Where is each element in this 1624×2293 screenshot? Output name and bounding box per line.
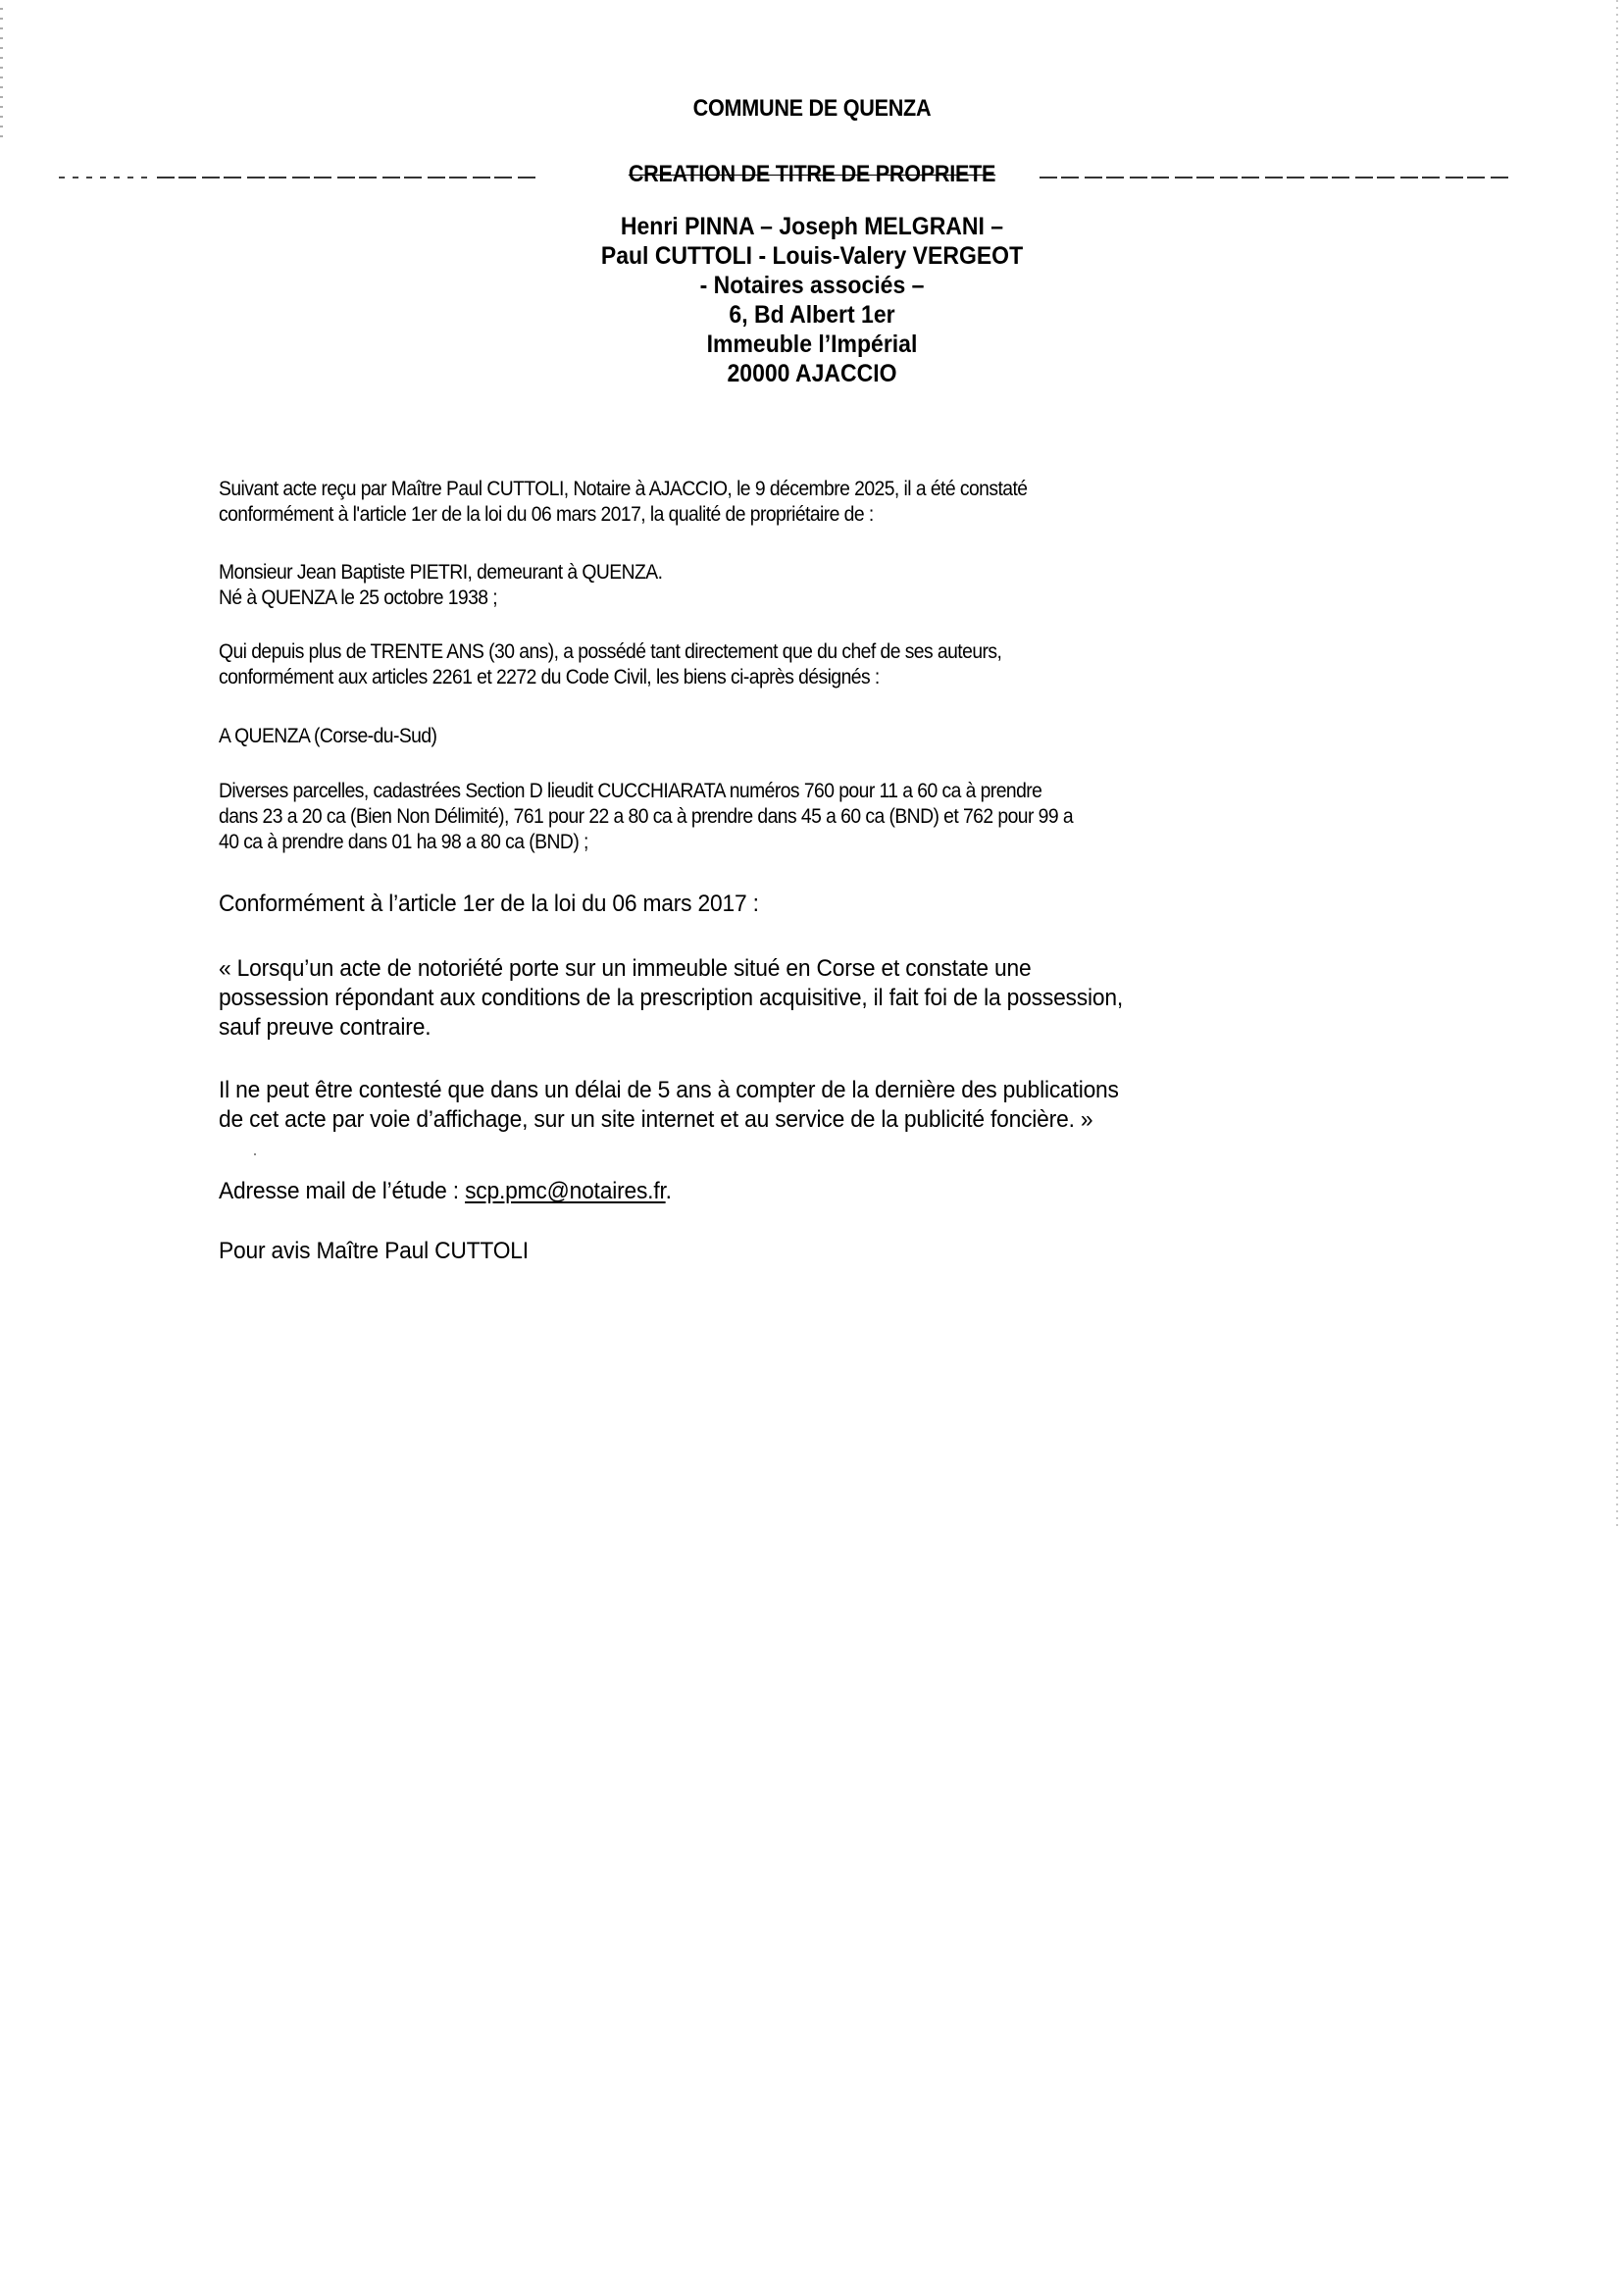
owner-paragraph [219, 560, 1301, 611]
quote-paragraph-1 [219, 954, 1393, 1043]
parcels-line: 40 ca à prendre dans 01 ha 98 a 80 ca (BND) ; [219, 831, 588, 853]
parcels-line: Diverses parcelles, cadastrées Section D lieudit CUCCHIARATA numéros 760 pour 11 a 60 ca à prendre [219, 780, 1042, 802]
intro-line: Suivant acte reçu par Maître Paul CUTTOLI, Notaire à AJACCIO, le 9 décembre 2025, il a été constaté [219, 478, 1028, 500]
firm-partners-line-2: Paul CUTTOLI - Louis-Valery VERGEOT [600, 242, 1024, 270]
firm-partners-line-1: Henri PINNA – Joseph MELGRANI – [620, 213, 1004, 240]
parcels-paragraph [219, 779, 1301, 855]
intro-line: conformément à l'article 1er de la loi du 06 mars 2017, la qualité de propriétaire de : [219, 503, 874, 526]
email-line [219, 1177, 1393, 1206]
email-label: Adresse mail de l’étude : [219, 1178, 466, 1204]
parcels-line: dans 23 a 20 ca (Bien Non Délimité), 761 pour 22 a 80 ca à prendre dans 45 a 60 ca (BND) et 762 pour 99 a [219, 805, 1074, 828]
section-title: CREATION DE TITRE DE PROPRIETE [628, 161, 996, 187]
firm-city: 20000 AJACCIO [727, 360, 897, 387]
owner-birth-line: Né à QUENZA le 25 octobre 1938 ; [219, 586, 498, 609]
owner-name-line: Monsieur Jean Baptiste PIETRI, demeurant à QUENZA. [219, 561, 663, 584]
quote-line: « Lorsqu’un acte de notoriété porte sur un immeuble situé en Corse et constate une [219, 955, 1032, 982]
possession-paragraph [219, 639, 1301, 690]
commune-title: COMMUNE DE QUENZA [692, 95, 932, 122]
email-link[interactable]: scp.pmc@notaires.fr [465, 1178, 666, 1204]
quote-line: de cet acte par voie d’affichage, sur un site internet et au service de la publicité foncière. » [219, 1106, 1093, 1133]
firm-building: Immeuble l’Impérial [706, 331, 918, 358]
location-line: A QUENZA (Corse-du-Sud) [219, 725, 437, 747]
firm-street: 6, Bd Albert 1er [729, 301, 895, 329]
possession-line: conformément aux articles 2261 et 2272 du Code Civil, les biens ci-après désignés : [219, 666, 880, 688]
quote-line: possession répondant aux conditions de la prescription acquisitive, il fait foi de la possession, [219, 985, 1123, 1011]
quote-line: Il ne peut être contesté que dans un délai de 5 ans à compter de la dernière des publications [219, 1077, 1119, 1103]
law-reference: Conformément à l’article 1er de la loi du 06 mars 2017 : [219, 891, 759, 917]
scan-edge-artifact-left [0, 8, 3, 145]
scan-edge-artifact-right [1616, 0, 1618, 1530]
scan-speck [254, 1153, 256, 1155]
notary-firm-block [65, 212, 1559, 388]
intro-paragraph [219, 477, 1301, 528]
possession-line: Qui depuis plus de TRENTE ANS (30 ans), a possédé tant directement que du chef de ses auteurs, [219, 640, 1002, 663]
quote-paragraph-2 [219, 1076, 1393, 1135]
quote-line: sauf preuve contraire. [219, 1014, 431, 1041]
firm-subtitle: - Notaires associés – [699, 272, 925, 299]
signature-line: Pour avis Maître Paul CUTTOLI [219, 1238, 529, 1264]
email-suffix: . [665, 1178, 672, 1204]
